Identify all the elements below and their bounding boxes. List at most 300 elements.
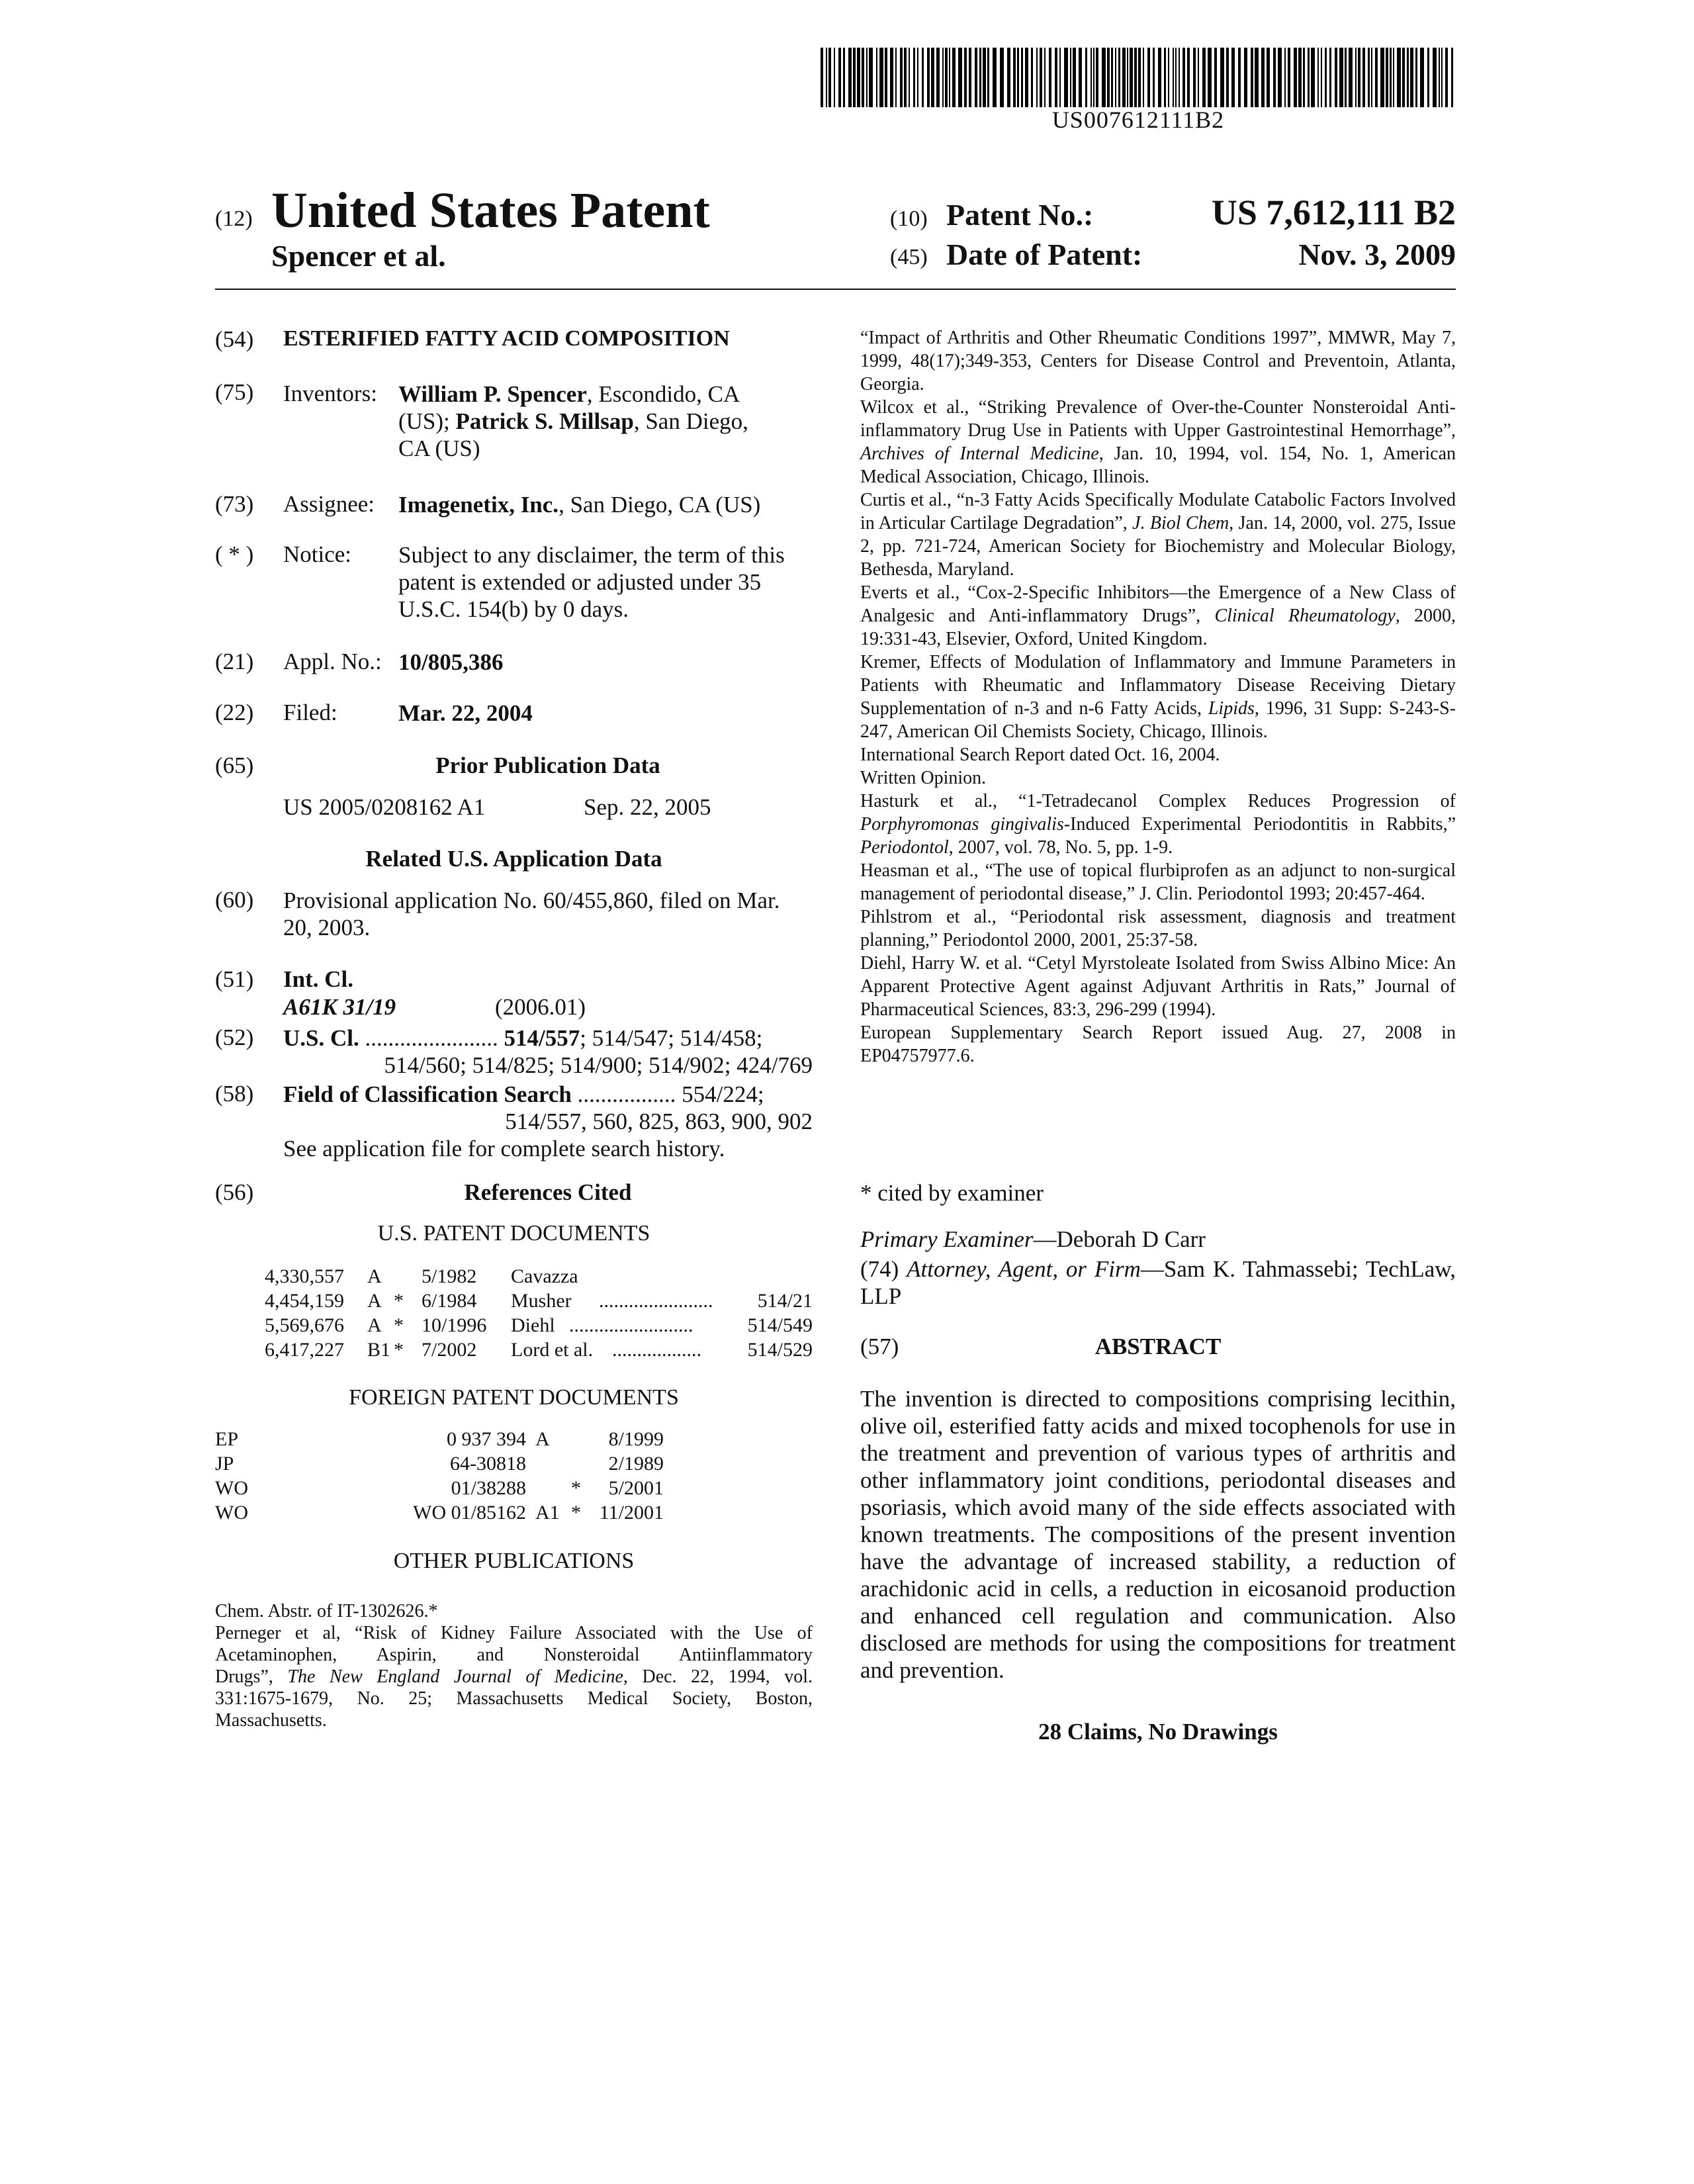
barcode-bar xyxy=(927,48,930,107)
barcode-bar xyxy=(913,48,915,107)
barcode-bar xyxy=(1317,48,1319,107)
barcode-bar xyxy=(945,48,948,107)
barcode-number: US007612111B2 xyxy=(1051,107,1225,133)
patent-number: US 7,612,111 B2 xyxy=(1211,193,1456,232)
us-doc-kind: A xyxy=(367,1265,382,1287)
filed-date: Mar. 22, 2004 xyxy=(398,700,533,726)
barcode-bar xyxy=(1261,48,1265,107)
code-56: (56) xyxy=(215,1179,254,1205)
abstract-text: The invention is directed to compositions comprising lecithin, olive oil, esterified fatty acids and mixed tocophenols for use in the treatment and prevention of various types of arthritis and other inflammatory joint conditions, periodontal diseases and psoriasis, which avoid many of the side effects associated with known treatments. The compositions of the present invention have the advantage of increased stability, a reduction of arachidonic acid in cells, a reduction in eicosanoid production and enhanced cell regulation and communication. Also disclosed are methods for using the compositions for treatment and prevention. xyxy=(860,1386,1456,1683)
assignee-label: Assignee: xyxy=(283,491,375,517)
code-notice: ( * ) xyxy=(215,541,254,567)
int-cl-class: A61K 31/19 xyxy=(283,994,396,1020)
barcode-bar xyxy=(1402,48,1405,107)
foreign-doc-date: 2/1989 xyxy=(608,1453,664,1475)
barcode-bar xyxy=(1226,48,1229,107)
code-10: (10) xyxy=(890,206,928,231)
barcode-bar xyxy=(1036,48,1038,107)
provisional-line: Provisional application No. 60/455,860, filed on Mar. xyxy=(283,887,780,913)
barcode-bar xyxy=(1187,48,1190,107)
inventors-label: Inventors: xyxy=(283,381,377,406)
us-doc-star: * xyxy=(394,1339,404,1361)
code-52: (52) xyxy=(215,1024,254,1050)
code-65: (65) xyxy=(215,752,254,778)
barcode-bar xyxy=(1267,48,1270,107)
barcode-bar xyxy=(828,48,831,107)
field-of-search-label: Field of Classification Search xyxy=(283,1081,572,1107)
foreign-doc-number: 0 937 394 xyxy=(447,1428,526,1450)
barcode-bar xyxy=(1158,48,1161,107)
foreign-doc-row xyxy=(215,1453,813,1477)
barcode-bar xyxy=(1064,48,1068,107)
code-51: (51) xyxy=(215,966,254,992)
us-doc-class: 514/21 xyxy=(757,1290,813,1312)
barcode-bar xyxy=(1059,48,1061,107)
barcode-bar xyxy=(1420,48,1424,107)
reference-species: Porphyromonas gingivalis xyxy=(860,814,1064,835)
barcode-bar xyxy=(1079,48,1082,107)
barcode-bar xyxy=(1393,48,1394,107)
field-of-search-note: See application file for complete search history. xyxy=(283,1136,725,1161)
barcode-bar xyxy=(1273,48,1276,107)
filed-label: Filed: xyxy=(283,700,337,725)
barcode-bar xyxy=(1445,48,1448,107)
barcode-bar xyxy=(857,48,860,107)
barcode-bar xyxy=(1102,48,1106,107)
barcode-bar xyxy=(1138,48,1141,107)
barcode-bar xyxy=(1127,48,1128,107)
assignee-location: , San Diego, CA (US) xyxy=(558,492,761,518)
barcode-bar xyxy=(1031,48,1033,107)
us-doc-date: 7/2002 xyxy=(422,1339,477,1361)
barcode-bar xyxy=(1073,48,1076,107)
prior-publication-heading: Prior Publication Data xyxy=(435,752,660,778)
barcode-bar xyxy=(1231,48,1235,107)
foreign-doc-row xyxy=(215,1428,813,1453)
other-publication: Chem. Abstr. of IT-1302626.* xyxy=(215,1601,438,1621)
foreign-doc-row xyxy=(215,1477,813,1502)
barcode-bar xyxy=(866,48,868,107)
barcode-bar xyxy=(853,48,856,107)
us-cl-rest-line: 514/560; 514/825; 514/900; 514/902; 424/769 xyxy=(384,1052,813,1078)
us-patent-documents-heading: U.S. PATENT DOCUMENTS xyxy=(377,1221,650,1246)
other-publications-heading: OTHER PUBLICATIONS xyxy=(393,1549,635,1573)
cited-by-examiner: * cited by examiner xyxy=(860,1180,1044,1206)
us-cl-dots: ....................... xyxy=(365,1025,498,1051)
barcode-bar xyxy=(964,48,967,107)
barcode-bar xyxy=(931,48,934,107)
claims-summary: 28 Claims, No Drawings xyxy=(1038,1719,1278,1745)
reference-text: , 2007, vol. 78, No. 5, pp. 1-9. xyxy=(948,837,1173,858)
us-doc-row xyxy=(265,1339,813,1363)
inventor-2-name: Patrick S. Millsap xyxy=(455,408,634,434)
us-doc-star: * xyxy=(394,1314,404,1336)
barcode-bar xyxy=(1439,48,1440,107)
us-doc-kind: A xyxy=(367,1290,382,1312)
foreign-doc-kind: A1 xyxy=(535,1502,560,1524)
other-publication-line: Massachusetts. xyxy=(215,1710,327,1731)
foreign-doc-date: 11/2001 xyxy=(599,1502,664,1524)
barcode-bar xyxy=(1214,48,1217,107)
barcode-bar xyxy=(1433,48,1437,107)
barcode-bar xyxy=(1000,48,1004,107)
barcode-bar xyxy=(1096,48,1098,107)
code-21: (21) xyxy=(215,649,254,674)
foreign-doc-star: * xyxy=(571,1477,581,1499)
document-title: United States Patent xyxy=(271,183,710,238)
barcode-bar xyxy=(1410,48,1413,107)
reference-entry xyxy=(860,488,1456,581)
barcode-bar xyxy=(838,48,841,107)
barcode-bar xyxy=(909,48,910,107)
reference-journal: Periodontol xyxy=(860,837,949,858)
code-73: (73) xyxy=(215,491,254,517)
inventors xyxy=(398,381,812,462)
us-cl-rest: ; 514/547; 514/458; xyxy=(580,1025,763,1051)
barcode-bar xyxy=(1415,48,1417,107)
barcode-bar xyxy=(1362,48,1365,107)
code-75: (75) xyxy=(215,379,254,405)
us-doc-star: * xyxy=(394,1290,404,1312)
us-doc-name: Cavazza xyxy=(511,1265,578,1287)
barcode-bar xyxy=(1198,48,1199,107)
foreign-doc-number: 01/38288 xyxy=(451,1477,526,1499)
authors: Spencer et al. xyxy=(271,239,446,273)
reference-entry: Diehl, Harry W. et al. “Cetyl Myrstoleate Isolated from Swiss Albino Mice: An Apparent Protective Agent against Adjuvant Arthritis in Rats,” Journal of Pharmaceutical Sciences, 83:3, 296-299 (1994). xyxy=(860,953,1456,1020)
barcode-bar xyxy=(1407,48,1409,107)
us-doc-dots: .................. xyxy=(612,1339,701,1361)
barcode-bar xyxy=(1321,48,1322,107)
barcode-bar xyxy=(987,48,989,107)
reference-entry: International Search Report dated Oct. 16, 2004. xyxy=(860,745,1220,765)
date-label: Date of Patent: xyxy=(946,238,1143,271)
us-doc-class: 514/549 xyxy=(747,1314,813,1336)
barcode-bar xyxy=(848,48,852,107)
right-column-references xyxy=(860,326,1456,1068)
notice-line: patent is extended or adjusted under 35 xyxy=(398,569,762,595)
barcode-bar xyxy=(1173,48,1174,107)
inventor-1-name: William P. Spencer xyxy=(398,381,587,407)
barcode-bar xyxy=(1134,48,1137,107)
primary-examiner-name: —Deborah D Carr xyxy=(1033,1226,1206,1252)
barcode-bar xyxy=(1070,48,1071,107)
assignee xyxy=(398,491,812,518)
barcode-bar xyxy=(1397,48,1401,107)
inventor-1-location: , Escondido, CA xyxy=(586,381,740,407)
barcode-bar xyxy=(1143,48,1144,107)
us-doc-row xyxy=(265,1290,813,1314)
notice-line: U.S.C. 154(b) by 0 days. xyxy=(398,596,629,622)
barcode-bar xyxy=(975,48,977,107)
us-doc-row xyxy=(265,1265,813,1290)
other-publication-line: 331:1675-1679, No. 25; Massachusetts Medical Society, Boston, xyxy=(215,1688,813,1709)
barcode-bar xyxy=(1115,48,1116,107)
us-patent-documents xyxy=(265,1265,813,1363)
other-publication-line: Acetaminophen, Aspirin, and Nonsteroidal Antiinflammatory xyxy=(215,1645,813,1665)
foreign-doc-country: WO xyxy=(215,1477,248,1499)
primary-examiner-label: Primary Examiner xyxy=(860,1226,1034,1252)
barcode-bar xyxy=(869,48,873,107)
us-doc-dots: ....................... xyxy=(599,1290,713,1312)
barcode-bar xyxy=(1021,48,1023,107)
barcode-bar xyxy=(1244,48,1247,107)
barcode-bar xyxy=(1278,48,1282,107)
reference-text: Curtis et al., “n-3 Fatty Acids Specifically Modulate Catabolic Factors Involved in Articular Cartilage Degradation”, xyxy=(860,490,1456,533)
foreign-doc-number: WO 01/85162 xyxy=(413,1502,526,1524)
us-doc-name: Diehl xyxy=(511,1314,555,1336)
code-74: (74) xyxy=(860,1256,899,1282)
reference-text: , Jan. 10, 1994, vol. 154, No. 1, American Medical Association, Chicago, Illinois. xyxy=(860,443,1456,487)
barcode-bar xyxy=(1368,48,1370,107)
barcode-bar xyxy=(1255,48,1259,107)
barcode-bar xyxy=(1308,48,1310,107)
barcode-bar xyxy=(922,48,924,107)
foreign-doc-star: * xyxy=(571,1502,581,1524)
attorney-name: —Sam K. Tahmassebi; TechLaw, LLP xyxy=(860,1256,1456,1309)
barcode-bar xyxy=(1091,48,1092,107)
barcode-bar xyxy=(1193,48,1196,107)
related-application-heading: Related U.S. Application Data xyxy=(365,846,662,872)
reference-entry: Pihlstrom et al., “Periodontal risk assessment, diagnosis and treatment planning,” Periodontol 2000, 2001, 25:37-58. xyxy=(860,907,1456,950)
reference-entry: Heasman et al., “The use of topical flurbiprofen as an adjunct to non-surgical management of periodontal disease,” J. Clin. Periodontol 1993; 20:457-464. xyxy=(860,860,1456,904)
code-45: (45) xyxy=(890,245,928,269)
reference-entry xyxy=(860,790,1456,859)
foreign-doc-country: JP xyxy=(215,1453,234,1475)
barcode-bar xyxy=(1118,48,1120,107)
invention-title: ESTERIFIED FATTY ACID COMPOSITION xyxy=(283,326,730,351)
barcode-bar xyxy=(843,48,845,107)
us-cl-main: 514/557 xyxy=(504,1025,580,1051)
provisional-application xyxy=(283,887,813,941)
foreign-doc-country: WO xyxy=(215,1502,248,1524)
barcode-bar xyxy=(1251,48,1253,107)
notice-label: Notice: xyxy=(283,541,352,567)
field-of-search-value: 554/224; xyxy=(682,1081,764,1107)
provisional-line: 20, 2003. xyxy=(283,915,371,940)
barcode-bar xyxy=(876,48,877,107)
foreign-doc-kind: A xyxy=(535,1428,550,1450)
reference-entry: “Impact of Arthritis and Other Rheumatic Conditions 1997”, MMWR, May 7, 1999, 48(17);349-353, Centers for Disease Control and Preventoin, Atlanta, Georgia. xyxy=(860,328,1456,394)
barcode-bar xyxy=(1390,48,1392,107)
barcode-bar xyxy=(1111,48,1113,107)
us-doc-number: 5,569,676 xyxy=(265,1314,344,1336)
barcode-bar xyxy=(993,48,997,107)
barcode-bar xyxy=(1122,48,1126,107)
barcode-bar xyxy=(1208,48,1212,107)
reference-entry xyxy=(860,651,1456,743)
barcode-bar xyxy=(936,48,940,107)
foreign-doc-row xyxy=(215,1502,813,1526)
barcode-bar xyxy=(1164,48,1166,107)
reference-entry xyxy=(860,581,1456,651)
barcode-bar xyxy=(1044,48,1046,107)
barcode-bar xyxy=(1284,48,1286,107)
assignee-name: Imagenetix, Inc. xyxy=(398,492,559,518)
us-doc-class: 514/529 xyxy=(747,1339,813,1361)
us-cl-label: U.S. Cl. xyxy=(283,1025,359,1051)
barcode-bar xyxy=(952,48,956,107)
other-publication-line: Perneger et al, “Risk of Kidney Failure Associated with the Use of xyxy=(215,1623,813,1643)
reference-entry: European Supplementary Search Report issued Aug. 27, 2008 in EP04757977.6. xyxy=(860,1023,1456,1066)
barcode-bar xyxy=(1441,48,1443,107)
foreign-patent-documents xyxy=(215,1428,813,1526)
barcode-bar xyxy=(1055,48,1057,107)
us-doc-row xyxy=(265,1314,813,1339)
code-54: (54) xyxy=(215,326,254,352)
reference-text: , 1996, 31 Supp: S-243-S-247, American Oil Chemists Society, Chicago, Illinois. xyxy=(860,698,1456,742)
barcode-bar xyxy=(1386,48,1388,107)
barcode-bar xyxy=(1451,48,1453,107)
us-doc-date: 5/1982 xyxy=(422,1265,477,1287)
barcode-bar xyxy=(1175,48,1177,107)
barcode-bar xyxy=(895,48,897,107)
prior-publication-date: Sep. 22, 2005 xyxy=(584,794,711,820)
us-cl xyxy=(283,1024,813,1079)
barcode-bar xyxy=(834,48,835,107)
barcode-bar xyxy=(958,48,962,107)
foreign-doc-date: 5/2001 xyxy=(608,1477,664,1499)
reference-journal: Lipids xyxy=(1208,698,1255,719)
barcode-bar xyxy=(1085,48,1087,107)
patent-date: Nov. 3, 2009 xyxy=(1298,238,1456,271)
barcode-bar xyxy=(890,48,893,107)
us-doc-number: 4,454,159 xyxy=(265,1290,344,1312)
foreign-doc-country: EP xyxy=(215,1428,239,1450)
field-of-search xyxy=(283,1081,813,1162)
reference-journal: Archives of Internal Medicine xyxy=(860,443,1099,464)
foreign-doc-date: 8/1999 xyxy=(608,1428,664,1450)
barcode-bar xyxy=(1093,48,1094,107)
barcode xyxy=(821,48,1456,107)
attorney-label: Attorney, Agent, or Firm xyxy=(907,1256,1141,1282)
barcode-bar xyxy=(1220,48,1224,107)
code-57: (57) xyxy=(860,1334,899,1359)
barcode-bar xyxy=(979,48,981,107)
barcode-bar xyxy=(1427,48,1429,107)
us-doc-name: Musher xyxy=(511,1290,572,1312)
inventor-1-country: (US); xyxy=(398,408,456,434)
barcode-bar xyxy=(1339,48,1343,107)
barcode-bar xyxy=(1238,48,1241,107)
barcode-bar xyxy=(1179,48,1180,107)
barcode-bar xyxy=(1147,48,1150,107)
other-publication-line xyxy=(215,1666,813,1688)
reference-text: , Jan. 14, 2000, vol. 275, Issue 2, pp. 721-724, American Society for Biochemistry and Molecular Biology, Bethesda, Maryland. xyxy=(860,513,1456,580)
code-60: (60) xyxy=(215,887,254,913)
barcode-bar xyxy=(1107,48,1110,107)
barcode-bar xyxy=(1311,48,1315,107)
barcode-bar xyxy=(1325,48,1327,107)
barcode-bar xyxy=(1375,48,1378,107)
appl-no: 10/805,386 xyxy=(398,649,504,675)
barcode-bar xyxy=(1288,48,1290,107)
code-12: (12) xyxy=(215,206,253,231)
barcode-bar xyxy=(1303,48,1305,107)
barcode-bar xyxy=(1329,48,1331,107)
reference-entry xyxy=(860,396,1456,488)
barcode-bar xyxy=(983,48,986,107)
barcode-bar xyxy=(1025,48,1028,107)
reference-text: Kremer, Effects of Modulation of Inflammatory and Immune Parameters in Patients with Rheumatic and Inflammatory Disease Receiving Dietary Supplementation of n-3 and n-6 Fatty Acids, xyxy=(860,652,1456,719)
barcode-bar xyxy=(1371,48,1372,107)
us-doc-kind: A xyxy=(367,1314,382,1336)
other-publication-text: Drugs”, xyxy=(215,1666,288,1687)
notice-text xyxy=(398,541,812,623)
int-cl-year: (2006.01) xyxy=(495,994,586,1020)
barcode-bar xyxy=(1202,48,1206,107)
code-22: (22) xyxy=(215,700,254,725)
other-publication-journal: The New England Journal of Medicine xyxy=(287,1666,623,1687)
barcode-bar xyxy=(1298,48,1302,107)
barcode-bar xyxy=(885,48,887,107)
barcode-bar xyxy=(917,48,918,107)
code-58: (58) xyxy=(215,1081,254,1107)
reference-text: Wilcox et al., “Striking Prevalence of Over-the-Counter Nonsteroidal Anti-inflammatory Drug Use in Patients with Upper Gastrointestinal Hemorrhage”, xyxy=(860,397,1456,441)
barcode-bar xyxy=(826,48,827,107)
us-doc-number: 6,417,227 xyxy=(265,1339,344,1361)
barcode-bar xyxy=(1040,48,1042,107)
barcode-bar xyxy=(1049,48,1051,107)
barcode-bar xyxy=(1345,48,1347,107)
us-doc-date: 10/1996 xyxy=(422,1314,487,1336)
us-doc-date: 6/1984 xyxy=(422,1290,477,1312)
barcode-bar xyxy=(1013,48,1016,107)
barcode-bar xyxy=(879,48,883,107)
barcode-bar xyxy=(904,48,907,107)
us-doc-name: Lord et al. xyxy=(511,1339,594,1361)
barcode-bar xyxy=(1358,48,1360,107)
appl-no-label: Appl. No.: xyxy=(283,649,382,674)
field-of-search-dots: ................. xyxy=(577,1081,676,1107)
barcode-bar xyxy=(949,48,950,107)
primary-examiner xyxy=(860,1226,1456,1253)
barcode-bar xyxy=(1349,48,1353,107)
references-cited-heading: References Cited xyxy=(464,1179,632,1205)
us-doc-number: 4,330,557 xyxy=(265,1265,344,1287)
reference-text: , 2000, 19:331-43, Elsevier, Oxford, United Kingdom. xyxy=(860,606,1456,649)
reference-text: -Induced Experimental Periodontitis in Rabbits,” xyxy=(1063,814,1456,835)
prior-publication-number: US 2005/0208162 A1 xyxy=(283,794,486,820)
barcode-bar xyxy=(1153,48,1155,107)
barcode-bar xyxy=(900,48,903,107)
abstract-heading: ABSTRACT xyxy=(1094,1334,1222,1359)
int-cl-label: Int. Cl. xyxy=(283,966,353,992)
barcode-bar xyxy=(1335,48,1337,107)
barcode-bar xyxy=(1017,48,1019,107)
header-rule xyxy=(215,289,1456,290)
reference-journal: Clinical Rheumatology xyxy=(1214,606,1396,626)
notice-line: Subject to any disclaimer, the term of this xyxy=(398,542,785,568)
patent-no-label: Patent No.: xyxy=(946,198,1094,232)
barcode-bar xyxy=(862,48,864,107)
barcode-bar xyxy=(1355,48,1357,107)
other-publication-text: , Dec. 22, 1994, vol. xyxy=(623,1666,813,1687)
attorney-agent xyxy=(860,1255,1456,1310)
barcode-bar xyxy=(1182,48,1185,107)
us-doc-dots: ......................... xyxy=(569,1314,693,1336)
barcode-bar xyxy=(1380,48,1384,107)
inventor-2-location: , San Diego, xyxy=(633,408,748,434)
barcode-bar xyxy=(942,48,944,107)
barcode-bar xyxy=(969,48,971,107)
reference-entry: Written Opinion. xyxy=(860,768,987,788)
barcode-bar xyxy=(1294,48,1297,107)
foreign-patent-documents-heading: FOREIGN PATENT DOCUMENTS xyxy=(349,1385,679,1410)
foreign-doc-number: 64-30818 xyxy=(450,1453,526,1475)
reference-text: Everts et al., “Cox-2-Specific Inhibitors—the Emergence of a New Class of Analgesic and Anti-inflammatory Drugs”, xyxy=(860,582,1456,626)
barcode-bar xyxy=(1130,48,1133,107)
reference-text: Hasturk et al., “1-Tetradecanol Complex Reduces Progression of xyxy=(860,791,1456,811)
